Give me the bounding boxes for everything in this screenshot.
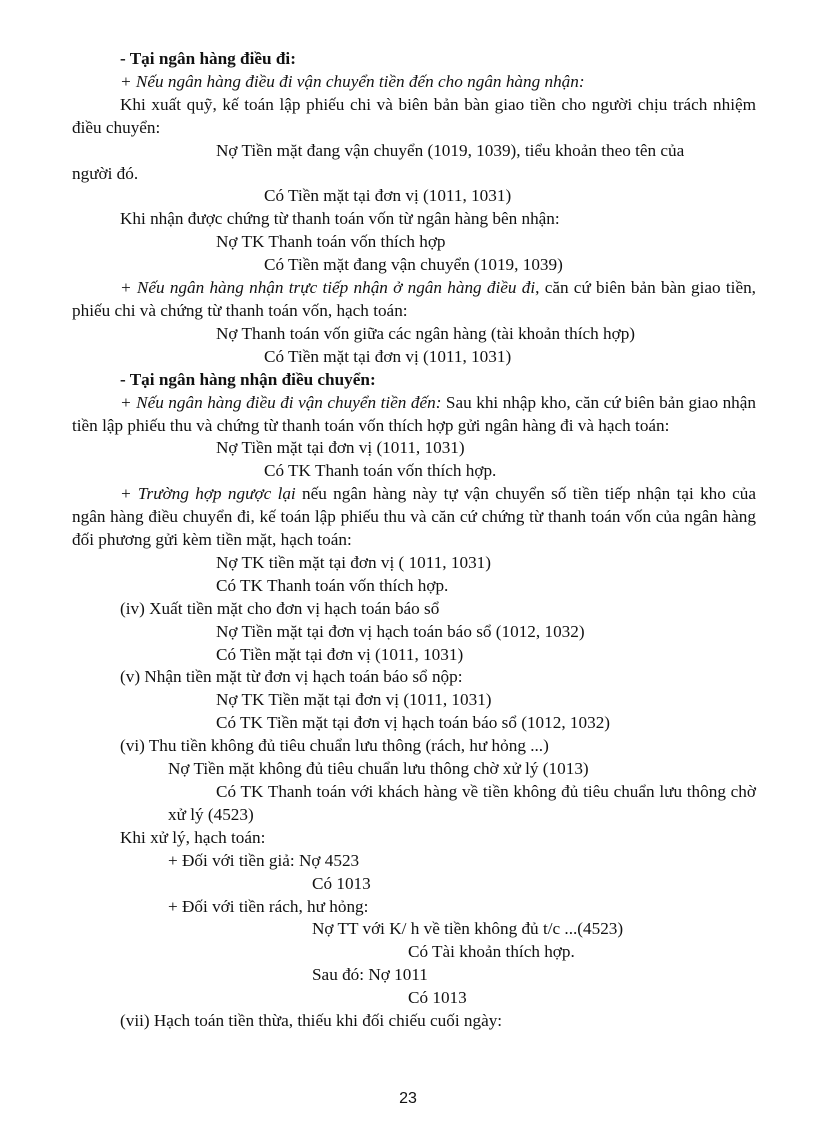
entry-debit: Nợ Tiền mặt đang vận chuyển (1019, 1039), tiểu khoản theo tên của [216, 140, 685, 160]
item-vii: (vii) Hạch toán tiền thừa, thiếu khi đối chiếu cuối ngày: [120, 1011, 503, 1031]
entry-credit: Có 1013 [312, 873, 371, 893]
entry-credit: Có TK Thanh toán vốn thích hợp. [264, 461, 497, 481]
entry-debit: Nợ Tiền mặt không đủ tiêu chuẩn lưu thông chờ xử lý (1013) [168, 759, 589, 779]
entry-debit-continued: người đó. [72, 163, 139, 183]
paragraph-text: , căn cứ biên bản bàn giao tiền, phiếu chi và chứng từ thanh toán vốn, hạch toán: [72, 278, 756, 320]
then-entry: Sau đó: Nợ 1011 [312, 965, 428, 985]
entry-credit: Có Tài khoản thích hợp. [408, 942, 575, 962]
entry-credit: Có TK Thanh toán với khách hàng về tiền không đủ tiêu chuẩn lưu thông chờ xử lý (4523) [168, 782, 756, 824]
entry-debit: Nợ TK Thanh toán vốn thích hợp [216, 232, 446, 252]
entry-debit: Nợ Thanh toán vốn giữa các ngân hàng (tài khoản thích hợp) [216, 323, 636, 343]
paragraph-direct-receive [72, 277, 756, 323]
entry-debit: Nợ TK tiền mặt tại đơn vị ( 1011, 1031) [216, 552, 491, 572]
entry-credit: Có Tiền mặt tại đơn vị (1011, 1031) [216, 644, 464, 664]
paragraph-lead-italic: + Trường hợp ngược lại [120, 484, 296, 504]
processing-heading: Khi xử lý, hạch toán: [120, 827, 266, 847]
paragraph-cash-out: Khi xuất quỹ, kế toán lập phiếu chi và biên bản bàn giao tiền cho người chịu trách nhiệm điều chuyển: [72, 94, 756, 137]
entry-debit: Nợ Tiền mặt tại đơn vị (1011, 1031) [216, 438, 465, 458]
entry-credit: Có Tiền mặt tại đơn vị (1011, 1031) [264, 186, 512, 206]
entry-credit: Có Tiền mặt tại đơn vị (1011, 1031) [264, 346, 512, 366]
counterfeit-entry: + Đối với tiền giả: Nợ 4523 [168, 850, 360, 870]
heading-sending-bank: - Tại ngân hàng điều đi: [120, 49, 296, 68]
paragraph-lead-italic: + Nếu ngân hàng điều đi vận chuyển tiền đến: [120, 392, 442, 412]
paragraph-text: Sau khi nhập kho, căn cứ biên bản giao nhận tiền lập phiếu thu và chứng từ thanh toán vốn thích hợp gửi ngân hàng đi và hạch toán: [72, 392, 756, 435]
paragraph-text: nếu ngân hàng này tự vận chuyển số tiền tiếp nhận tại kho của ngân hàng điều chuyển đi, kế toán lập phiếu thu và căn cứ chứng từ thanh toán vốn của ngân hàng đối phương gửi kèm tiền mặt, hạch toán: [72, 484, 757, 550]
entry-debit: Nợ TT với K/ h về tiền không đủ t/c ...(4523) [312, 919, 624, 939]
subheading-sending-transport: + Nếu ngân hàng điều đi vận chuyển tiền đến cho ngân hàng nhận: [120, 71, 585, 91]
entry-credit: Có 1013 [408, 988, 467, 1008]
entry-credit: Có TK Thanh toán vốn thích hợp. [216, 575, 449, 595]
document-body [72, 48, 756, 1033]
heading-receiving-bank: - Tại ngân hàng nhận điều chuyển: [120, 369, 376, 389]
damaged-entry: + Đối với tiền rách, hư hỏng: [168, 896, 369, 916]
item-vi: (vi) Thu tiền không đủ tiêu chuẩn lưu thông (rách, hư hỏng ...) [120, 736, 549, 756]
entry-credit: Có Tiền mặt đang vận chuyển (1019, 1039) [264, 255, 563, 275]
item-v: (v) Nhận tiền mặt từ đơn vị hạch toán báo sổ nộp: [120, 667, 463, 687]
item-iv: (iv) Xuất tiền mặt cho đơn vị hạch toán báo sổ [120, 598, 440, 618]
paragraph-receive-docs: Khi nhận được chứng từ thanh toán vốn từ ngân hàng bên nhận: [120, 209, 560, 229]
page-number: 23 [399, 1090, 417, 1107]
paragraph-lead-italic: + Nếu ngân hàng nhận trực tiếp nhận ở ngân hàng điều đi [120, 278, 536, 298]
entry-debit: Nợ TK Tiền mặt tại đơn vị (1011, 1031) [216, 690, 492, 710]
entry-credit: Có TK Tiền mặt tại đơn vị hạch toán báo sổ (1012, 1032) [216, 713, 611, 733]
paragraph-reverse-case [72, 483, 756, 552]
entry-debit: Nợ Tiền mặt tại đơn vị hạch toán báo sổ (1012, 1032) [216, 621, 585, 641]
paragraph-receive-transport [72, 392, 756, 438]
